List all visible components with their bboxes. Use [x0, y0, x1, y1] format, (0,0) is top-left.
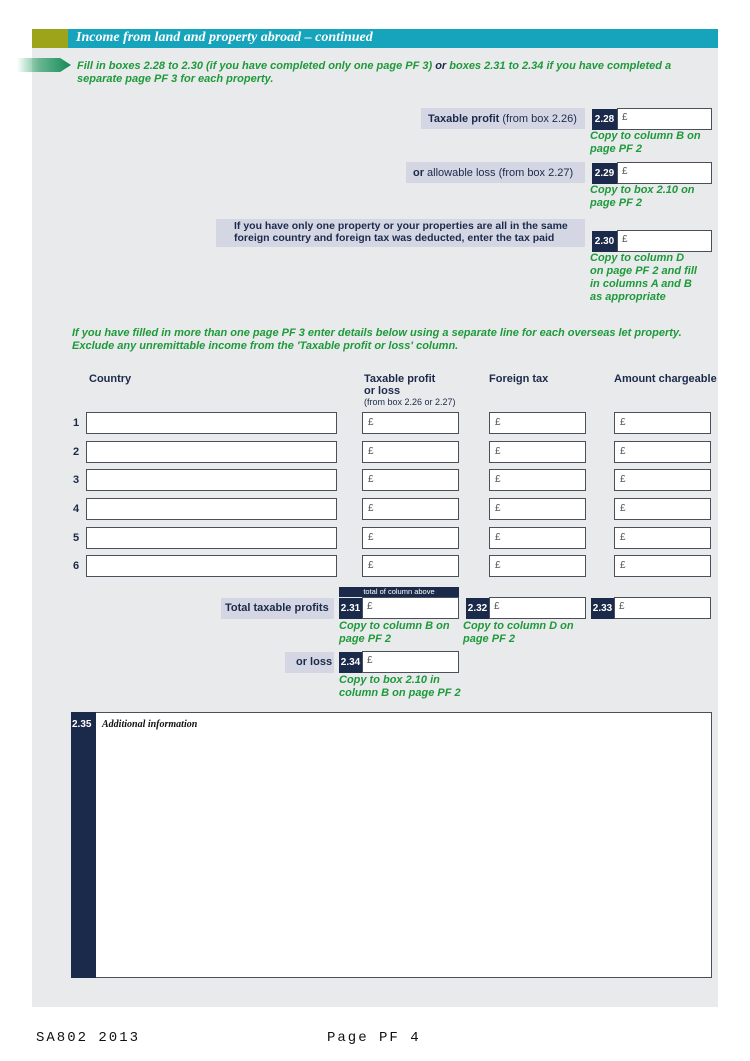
profit-field[interactable]: £ — [362, 441, 459, 463]
additional-information-title: Additional information — [102, 719, 198, 730]
country-field[interactable] — [86, 498, 337, 520]
box-number-2-33: 2.33 — [591, 598, 614, 619]
country-field[interactable] — [86, 441, 337, 463]
total-tag: total of column above — [339, 587, 459, 597]
country-field[interactable] — [86, 412, 337, 434]
taxable-profit-label: Taxable profit (from box 2.26) — [428, 113, 577, 125]
country-field[interactable] — [86, 527, 337, 549]
box-number-2-34: 2.34 — [339, 652, 362, 673]
allowable-loss-field[interactable]: £ — [617, 162, 712, 184]
box-number-2-28: 2.28 — [592, 109, 617, 130]
amount-chargeable-field[interactable]: £ — [614, 555, 711, 577]
box-number-2-31: 2.31 — [339, 598, 362, 619]
note-2-30: Copy to column D on page PF 2 and fill in columns A and B as appropriate — [590, 252, 697, 303]
country-field[interactable] — [86, 555, 337, 577]
or-loss-label: or loss — [296, 656, 333, 668]
box-number-2-29: 2.29 — [592, 163, 617, 184]
row-number: 1 — [73, 417, 80, 429]
additional-information-field[interactable] — [71, 712, 712, 978]
box-number-2-32: 2.32 — [466, 598, 489, 619]
amount-chargeable-field[interactable]: £ — [614, 527, 711, 549]
amount-chargeable-field[interactable]: £ — [614, 441, 711, 463]
taxable-profit-header: Taxable profit or loss (from box 2.26 or 2.27) — [364, 373, 456, 407]
note-2-32: Copy to column D on page PF 2 — [463, 620, 574, 645]
section-title: Income from land and property abroad – continued — [76, 30, 373, 45]
allowable-loss-label: or allowable loss (from box 2.27) — [413, 167, 574, 179]
foreign-tax-header: Foreign tax — [489, 373, 549, 385]
profit-field[interactable]: £ — [362, 498, 459, 520]
note-2-28: Copy to column B on page PF 2 — [590, 130, 701, 155]
foreign-tax-field[interactable]: £ — [489, 527, 586, 549]
total-taxable-profits-label: Total taxable profits — [225, 602, 329, 614]
additional-information-bar — [71, 712, 96, 978]
country-header: Country — [89, 373, 132, 385]
foreign-tax-field[interactable]: £ — [489, 498, 586, 520]
taxable-profit-field[interactable]: £ — [617, 108, 712, 130]
total-profits-field[interactable]: £ — [362, 597, 459, 619]
note-2-29: Copy to box 2.10 on page PF 2 — [590, 184, 695, 209]
intro-instructions: Fill in boxes 2.28 to 2.30 (if you have completed only one page PF 3) or boxes 2.31 to 2.34 if you have completed a separate page PF 3 for each property. — [77, 60, 672, 85]
country-field[interactable] — [86, 469, 337, 491]
profit-field[interactable]: £ — [362, 412, 459, 434]
profit-field[interactable]: £ — [362, 469, 459, 491]
note-2-34: Copy to box 2.10 in column B on page PF 2 — [339, 674, 461, 699]
amount-chargeable-field[interactable]: £ — [614, 498, 711, 520]
amount-chargeable-field[interactable]: £ — [614, 469, 711, 491]
row-number: 5 — [73, 532, 80, 544]
foreign-tax-field[interactable]: £ — [489, 555, 586, 577]
header-accent — [32, 29, 68, 48]
row-number: 2 — [73, 446, 80, 458]
box-number-2-35: 2.35 — [72, 719, 92, 730]
foreign-tax-field[interactable]: £ — [489, 441, 586, 463]
note-2-31: Copy to column B on page PF 2 — [339, 620, 450, 645]
row-number: 3 — [73, 474, 80, 486]
foreign-tax-field[interactable]: £ — [489, 412, 586, 434]
total-loss-field[interactable]: £ — [362, 651, 459, 673]
foreign-tax-field[interactable]: £ — [489, 469, 586, 491]
row-number: 4 — [73, 503, 80, 515]
foreign-tax-paid-field[interactable]: £ — [617, 230, 712, 252]
profit-field[interactable]: £ — [362, 555, 459, 577]
profit-field[interactable]: £ — [362, 527, 459, 549]
form-reference: SA802 2013 — [36, 1030, 141, 1046]
box-number-2-30: 2.30 — [592, 231, 617, 252]
total-amount-chargeable-field[interactable]: £ — [614, 597, 711, 619]
row-number: 6 — [73, 560, 80, 572]
multi-property-instructions: If you have filled in more than one page PF 3 enter details below using a separate line for each overseas let property. Exclude any unremittable income from the 'Taxable profit or loss' column. — [72, 327, 682, 352]
amount-chargeable-field[interactable]: £ — [614, 412, 711, 434]
amount-chargeable-header: Amount chargeable — [614, 373, 717, 385]
foreign-tax-paid-label: If you have only one property or your properties are all in the same foreign country and foreign tax was deducted, enter the tax paid — [234, 220, 568, 244]
page-number: Page PF 4 — [327, 1030, 421, 1046]
total-foreign-tax-field[interactable]: £ — [489, 597, 586, 619]
